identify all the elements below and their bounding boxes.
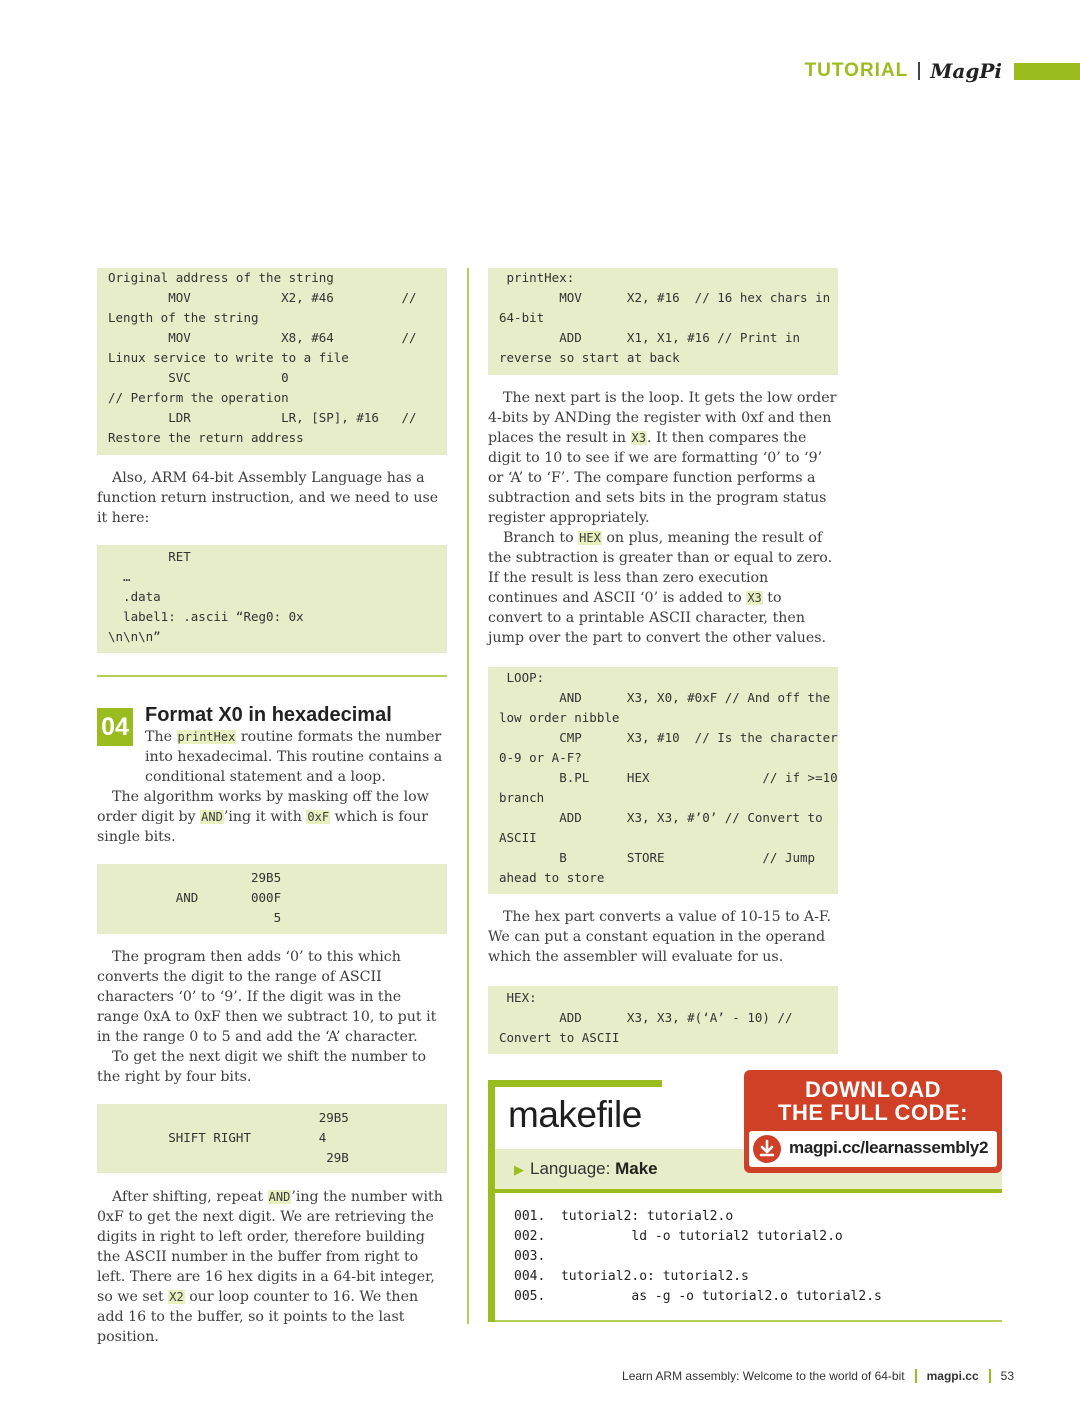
page-header — [805, 58, 1080, 84]
makefile-code-line: 005. as -g -o tutorial2.o tutorial2.s — [514, 1289, 882, 1304]
text-run: routine formats the number into hexadecimal. This routine contains a conditional statement and a loop. — [145, 729, 443, 785]
code-line: 29B5 — [108, 1110, 349, 1125]
code-line: SVC 0 — [108, 370, 289, 385]
code-line: Convert to ASCII — [499, 1030, 620, 1045]
code-line: B.PL HEX // if >=10 — [499, 770, 838, 785]
text-run: ’ing it with — [223, 809, 307, 825]
code-line: HEX: — [499, 990, 537, 1005]
inline-code: printHex — [177, 730, 236, 744]
code-line: … — [108, 569, 131, 584]
code-line: printHex: — [499, 270, 575, 285]
code-line: Original address of the string — [108, 270, 334, 285]
code-line: 64-bit — [499, 310, 545, 325]
code-line: 29B — [108, 1150, 349, 1165]
section-rule — [97, 675, 447, 677]
text-run: Branch to — [503, 530, 579, 546]
footer-divider — [915, 1369, 917, 1383]
text-run: our loop counter to 16. We then add 16 to the buffer, so it points to the last position. — [97, 1289, 419, 1345]
paragraph-ascii — [97, 947, 447, 1087]
paragraph-text — [488, 388, 838, 528]
text-run: The next part is the loop. It gets the low order 4-bits by ANDing the register with 0xf and then places the result in — [488, 390, 837, 446]
code-box-and — [97, 864, 447, 934]
code-box-loop — [488, 667, 838, 894]
column-divider — [467, 268, 469, 1324]
download-icon — [753, 1135, 781, 1163]
section-label: TUTORIAL — [804, 60, 909, 81]
page-number: 53 — [1000, 1369, 1014, 1383]
text-run: on plus, meaning the result of the subtraction is greater than or equal to zero. If the result is less than zero execution continues and ASCII ‘0’ is added to — [488, 530, 833, 606]
makefile-title: makefile — [508, 1094, 642, 1135]
magpi-logo: MagPi — [930, 59, 1002, 83]
code-line: MOV X8, #64 // — [108, 330, 417, 345]
code-line: low order nibble — [499, 710, 620, 725]
makefile-accent-top — [488, 1080, 662, 1087]
section-title: Format X0 in hexadecimal — [145, 704, 392, 726]
code-line: // Perform the operation — [108, 390, 289, 405]
code-line: 0-9 or A-F? — [499, 750, 582, 765]
makefile-language — [514, 1159, 658, 1179]
language-value: Make — [615, 1159, 658, 1178]
code-line: branch — [499, 790, 545, 805]
text-run: . It then compares the digit to 10 to see if we are formatting ‘0’ to ‘9’ or ‘A’ to ‘F’. The compare function performs a subtraction and sets bits in the program status register appropriately. — [488, 430, 827, 526]
paragraph-loop — [488, 388, 838, 648]
code-line: ahead to store — [499, 870, 605, 885]
download-heading-line1: DOWNLOAD — [805, 1077, 941, 1102]
code-line: 29B5 — [108, 870, 282, 885]
paragraph-text: To get the next digit we shift the number to the right by four bits. — [97, 1049, 426, 1085]
text-run: The — [145, 729, 177, 745]
download-heading-line2: THE FULL CODE: — [778, 1100, 968, 1125]
section-number: 04 — [97, 708, 133, 746]
code-line: 5 — [108, 910, 282, 925]
paragraph-shift — [97, 1187, 449, 1347]
code-line: AND 000F — [108, 890, 282, 905]
code-box-printhex — [488, 268, 838, 375]
code-line: label1: .ascii “Reg0: 0x — [108, 609, 304, 624]
page-footer — [622, 1369, 1014, 1383]
footer-article-title: Learn ARM assembly: Welcome to the world of 64-bit — [622, 1369, 905, 1383]
paragraph-text — [488, 528, 838, 648]
code-line: ADD X1, X1, #16 // Print in — [499, 330, 801, 345]
download-url-link[interactable]: magpi.cc/learnassembly2 — [789, 1138, 989, 1157]
makefile-code-line: 004. tutorial2.o: tutorial2.s — [514, 1269, 749, 1284]
code-line: reverse so start at back — [499, 350, 680, 365]
code-line: B STORE // Jump — [499, 850, 816, 865]
language-label: Language: — [530, 1159, 616, 1178]
text-run: to convert to a printable ASCII character, then jump over the part to convert the other values. — [488, 590, 827, 646]
code-line: SHIFT RIGHT 4 — [108, 1130, 327, 1145]
code-line: MOV X2, #46 // — [108, 290, 417, 305]
code-line: Length of the string — [108, 310, 259, 325]
code-box-hex — [488, 986, 838, 1054]
text-run: ’ing the number with 0xF to get the next digit. We are retrieving the digits in right to left order, therefore building the ASCII number in the buffer from right to left. There are 16 hex digits in a 64-bit integer, so we set — [97, 1189, 443, 1305]
code-line: Linux service to write to a file — [108, 350, 349, 365]
code-line: CMP X3, #10 // Is the character — [499, 730, 838, 745]
code-line: ASCII — [499, 830, 537, 845]
code-line: AND X3, X0, #0xF // And off the — [499, 690, 831, 705]
paragraph-hex — [488, 907, 838, 967]
makefile-code-divider — [495, 1189, 1002, 1193]
paragraph-format — [97, 727, 447, 847]
code-box-ret — [97, 545, 447, 653]
makefile-code-line: 002. ld -o tutorial2 tutorial2.o — [514, 1229, 843, 1244]
chevron-right-icon: ▶ — [514, 1162, 524, 1177]
text-run: After shifting, repeat — [112, 1189, 268, 1205]
inline-code: AND — [201, 810, 223, 824]
code-line: LOOP: — [499, 670, 545, 685]
footer-divider — [989, 1369, 991, 1383]
code-line: \n\n\n” — [108, 629, 161, 644]
footer-site: magpi.cc — [926, 1369, 979, 1383]
code-line: .data — [108, 589, 161, 604]
code-line: ADD X3, X3, #’0’ // Convert to — [499, 810, 823, 825]
inline-code: X3 — [631, 431, 646, 445]
paragraph-text — [97, 727, 447, 787]
code-box-write-string — [97, 268, 447, 455]
code-line: MOV X2, #16 // 16 hex chars in — [499, 290, 831, 305]
paragraph-text: Also, ARM 64-bit Assembly Language has a function return instruction, and we need to use it here: — [97, 470, 439, 526]
paragraph-text — [97, 1187, 449, 1347]
code-box-shift — [97, 1104, 447, 1173]
code-line: ADD X3, X3, #(‘A’ - 10) // — [499, 1010, 793, 1025]
makefile-accent-left — [488, 1080, 495, 1322]
paragraph-text: The hex part converts a value of 10-15 to A-F. We can put a constant equation in the operand which the assembler will evaluate for us. — [488, 909, 832, 965]
header-divider — [918, 62, 920, 80]
inline-code: AND — [268, 1190, 291, 1204]
text-run: which is four single bits. — [97, 809, 429, 845]
text-run: The algorithm works by masking off the low order digit by — [97, 789, 429, 825]
code-line: Restore the return address — [108, 430, 304, 445]
code-line: LDR LR, [SP], #16 // — [108, 410, 417, 425]
code-line: RET — [108, 549, 191, 564]
makefile-code-line: 003. — [514, 1249, 546, 1264]
paragraph-ret-intro — [97, 468, 447, 528]
inline-code: X2 — [169, 1290, 184, 1304]
inline-code: 0xF — [307, 810, 330, 824]
inline-code: HEX — [579, 531, 601, 545]
header-accent-bar — [1014, 63, 1080, 80]
inline-code: X3 — [747, 591, 762, 605]
paragraph-text — [97, 787, 447, 847]
makefile-code-line: 001. tutorial2: tutorial2.o — [514, 1209, 734, 1224]
paragraph-text: The program then adds ‘0’ to this which converts the digit to the range of ASCII characters ‘0’ to ‘9’. If the digit was in the range 0xA to 0xF then we subtract 10, to put it in the range 0 to 5 and add the ‘A’ character. — [97, 949, 437, 1045]
